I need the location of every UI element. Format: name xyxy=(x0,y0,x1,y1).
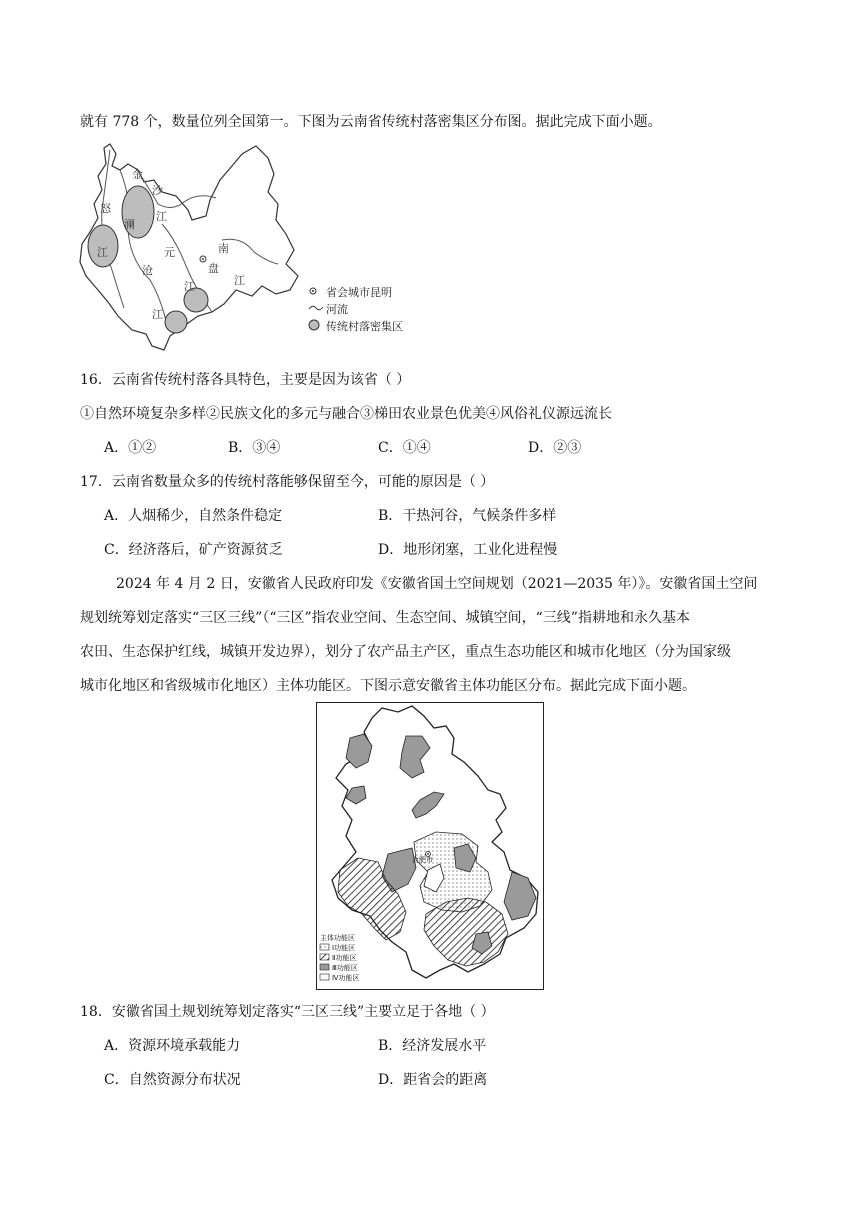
river-label: 怒 xyxy=(100,202,111,215)
river-label: 江 xyxy=(97,246,108,259)
legend-zone-iii: Ⅲ功能区 xyxy=(332,964,358,972)
q18-stem: 18．安徽省国土规划统筹划定落实“三区三线”主要立足于各地（ ） xyxy=(80,1004,495,1020)
q18-option-a[interactable]: A．资源环境承载能力 xyxy=(104,1038,241,1054)
hefei-city-label: 合肥市 xyxy=(412,856,433,864)
anhui-map xyxy=(316,702,544,990)
legend-zone-iv-swatch xyxy=(320,974,329,980)
q16-stem: 16．云南省传统村落各具特色，主要是因为该省（ ） xyxy=(80,372,411,388)
river-label: 元 xyxy=(164,246,175,259)
q18-option-d[interactable]: D．距省会的距离 xyxy=(378,1072,488,1088)
river-symbol-icon xyxy=(308,302,326,318)
river-label: 江 xyxy=(152,308,163,321)
legend-zone-i-swatch xyxy=(320,944,329,950)
q16-option-b[interactable]: B．③④ xyxy=(228,440,281,456)
river-label: 金 xyxy=(132,168,143,181)
river-label: 江 xyxy=(156,210,167,223)
q18-option-c[interactable]: C．自然资源分布状况 xyxy=(104,1072,241,1088)
legend-zone-iii-swatch xyxy=(320,964,329,970)
passage-line-3: 农田、生态保护红线，城镇开发边界），划分了农产品主产区，重点生态功能区和城市化地区（分为国家级 xyxy=(80,644,731,660)
q17-stem: 17．云南省数量众多的传统村落能够保留至今，可能的原因是（ ） xyxy=(80,474,495,490)
anhui-map-svg xyxy=(316,702,544,990)
q17-option-a[interactable]: A．人烟稀少，自然条件稳定 xyxy=(104,508,283,524)
legend-capital: 省会城市昆明 xyxy=(326,285,392,299)
river-nanpan xyxy=(222,239,278,264)
intro-text: 就有 778 个，数量位列全国第一。下图为云南省传统村落密集区分布图。据此完成下面小题。 xyxy=(80,114,662,130)
river-label: 澜 xyxy=(124,218,135,231)
passage-line-1: 2024 年 4 月 2 日，安徽省人民政府印发《安徽省国土空间规划（2021—2035 年）》。安徽省国土空间 xyxy=(116,576,758,592)
legend-zone-iv: Ⅳ功能区 xyxy=(332,974,360,982)
q16-option-a[interactable]: A．①② xyxy=(104,440,157,456)
legend-zone-ii-swatch xyxy=(320,954,329,960)
q16-statements: ①自然环境复杂多样②民族文化的多元与融合③梯田农业景色优美④风俗礼仪源远流长 xyxy=(80,406,612,422)
yunnan-legend xyxy=(308,284,403,335)
q16-option-d[interactable]: D．②③ xyxy=(528,440,582,456)
river-label: 沙 xyxy=(152,184,163,197)
cluster-symbol-icon xyxy=(308,318,326,336)
legend-cluster: 传统村落密集区 xyxy=(326,319,403,333)
river-label: 江 xyxy=(234,274,245,287)
yunnan-map xyxy=(72,140,432,355)
capital-symbol-icon xyxy=(308,285,326,301)
q18-option-b[interactable]: B．经济发展水平 xyxy=(378,1038,487,1054)
cluster-4 xyxy=(165,311,187,333)
passage-line-2: 规划统筹划定落实“三区三线”（“三区”指农业空间、生态空间、城镇空间，“三线”指耕地和永久基本 xyxy=(80,610,690,626)
q17-option-b[interactable]: B．干热河谷，气候条件多样 xyxy=(378,508,557,524)
river-label: 江 xyxy=(184,280,195,293)
river-label: 盘 xyxy=(208,262,219,275)
q16-option-c[interactable]: C．①④ xyxy=(378,440,431,456)
legend-zone-ii: Ⅱ功能区 xyxy=(332,954,357,962)
legend-river: 河流 xyxy=(326,302,348,316)
anhui-legend-title: 主体功能区 xyxy=(320,934,355,942)
q17-option-d[interactable]: D．地形闭塞，工业化进程慢 xyxy=(378,542,558,558)
river-label: 沧 xyxy=(142,264,153,277)
river-label: 南 xyxy=(218,242,229,255)
passage-line-4: 城市化地区和省级城市化地区）主体功能区。下图示意安徽省主体功能区分布。据此完成下面小题。 xyxy=(80,678,696,694)
legend-zone-i: Ⅰ功能区 xyxy=(332,944,356,952)
q17-option-c[interactable]: C．经济落后，矿产资源贫乏 xyxy=(104,542,283,558)
